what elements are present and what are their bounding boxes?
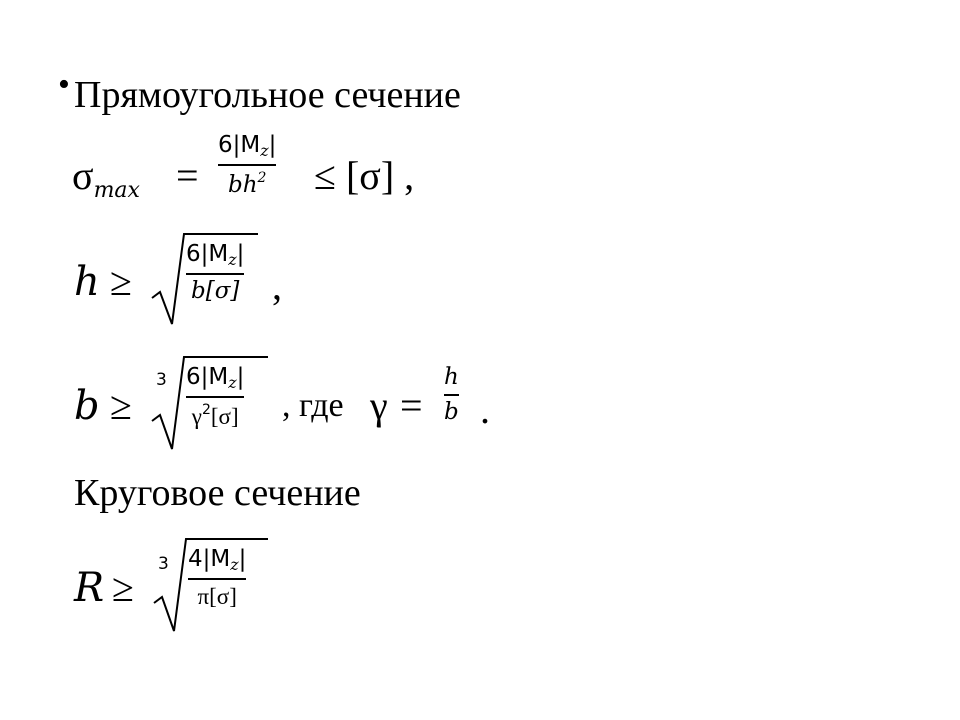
bullet: •	[58, 66, 70, 103]
sigma-subscript: max	[93, 178, 140, 203]
fraction-numerator: h	[444, 364, 459, 390]
fraction-numerator: $6|M_z|$	[218, 132, 277, 160]
fraction-bar	[444, 394, 459, 396]
sigma-symbol	[72, 153, 140, 203]
cube-root-index: 3	[156, 370, 167, 390]
fraction-numerator: $6|M_z|$	[186, 364, 245, 392]
geq-sign: ≥	[110, 259, 132, 304]
fraction-denominator: $bh^2$	[227, 170, 267, 198]
fraction-moment-over-gamma2-sigma	[186, 366, 244, 428]
fraction-h-over-b	[444, 366, 459, 424]
b-variable: b	[74, 383, 100, 429]
section-title-circular: Круговое сечение	[74, 472, 361, 514]
section-title-rectangular: Прямоугольное сечение	[74, 74, 461, 116]
r-variable: R	[74, 565, 105, 611]
cube-root-index: 3	[158, 554, 169, 574]
sigma-glyph: σ	[72, 153, 94, 198]
geq-sign: ≥	[110, 383, 132, 428]
fraction-numerator: $4|M_z|$	[188, 546, 247, 574]
fraction-moment-over-b-sigma	[186, 243, 244, 303]
where-text: , где	[282, 387, 344, 424]
fraction-denominator: b	[444, 399, 459, 425]
fraction-moment-over-bh2	[218, 134, 276, 197]
fraction-bar	[188, 578, 246, 580]
equals-sign: =	[176, 153, 199, 198]
fraction-numerator: $6|M_z|$	[186, 241, 245, 269]
fraction-denominator: $\gamma^2[\sigma]$	[191, 402, 239, 429]
leq-allowable-stress: ≤ [σ] ,	[314, 153, 415, 198]
fraction-denominator: π[σ]	[197, 584, 237, 609]
fraction-moment-over-pi-sigma	[188, 548, 246, 608]
gamma-symbol: γ	[370, 383, 388, 428]
h-variable: h	[74, 259, 100, 305]
geq-sign: ≥	[112, 565, 134, 610]
fraction-bar	[186, 273, 244, 275]
equals-sign: =	[400, 383, 423, 428]
fraction-bar	[186, 396, 244, 398]
period: .	[480, 387, 490, 432]
comma: ,	[272, 263, 282, 308]
fraction-bar	[218, 164, 276, 166]
fraction-denominator: b[σ]	[191, 278, 240, 304]
